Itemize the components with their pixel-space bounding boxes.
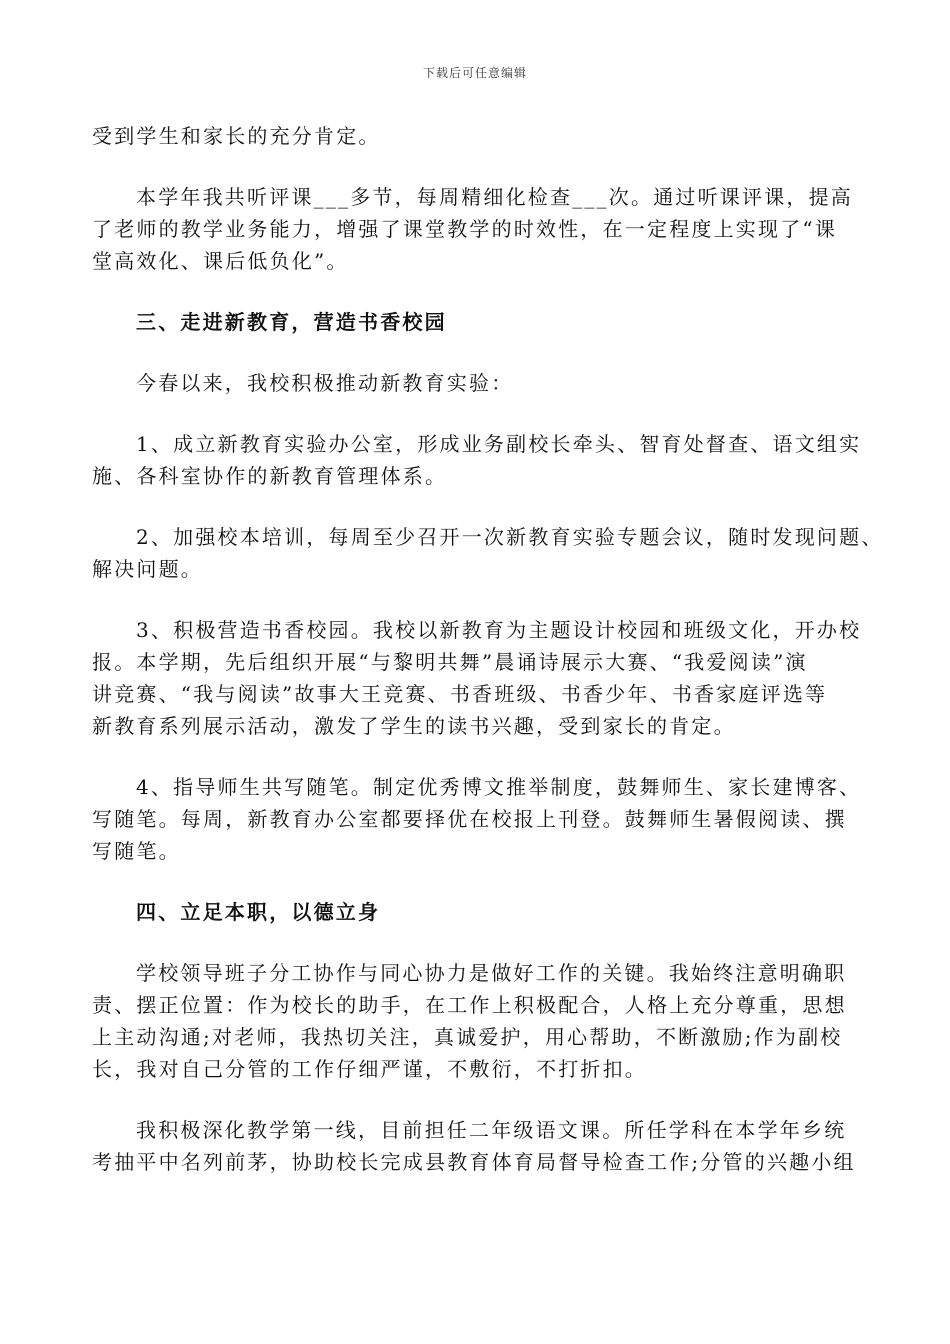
paragraph — [92, 957, 864, 1085]
document-body — [92, 120, 884, 1207]
page-header: 下载后可任意编辑 — [422, 66, 527, 80]
paragraph — [92, 614, 864, 742]
paragraph — [92, 120, 864, 152]
text-line: 我积极深化教学第一线，目前担任二年级语文课。所任学科在本学年乡统 — [136, 1118, 847, 1142]
text-line: 上主动沟通;对老师，我热切关注，真诚爱护，用心帮助，不断激励;作为副校 — [92, 1025, 843, 1049]
text-line: 报。本学期，先后组织开展“与黎明共舞”晨诵诗展示大赛、“我爱阅读”演 — [92, 650, 808, 674]
text-line: 四、立足本职，以德立身 — [136, 900, 381, 924]
paragraph — [92, 428, 864, 492]
paragraph — [92, 367, 864, 399]
text-line: 1、成立新教育实验办公室，形成业务副校长牵头、智育处督查、语文组实 — [136, 432, 862, 456]
section-heading — [92, 896, 864, 928]
text-line: 解决问题。 — [92, 557, 203, 581]
text-line: 4、指导师生共写随笔。制定优秀博文推举制度，鼓舞师生、家长建博客、 — [136, 775, 862, 799]
text-line: 长，我对自己分管的工作仔细严谨，不敷衍，不打折扣。 — [92, 1057, 647, 1081]
text-line: 讲竞赛、“我与阅读”故事大王竞赛、书香班级、书香少年、书香家庭评选等 — [92, 682, 828, 706]
text-line: 学校领导班子分工协作与同心协力是做好工作的关键。我始终注意明确职 — [136, 961, 847, 985]
paragraph — [92, 521, 884, 585]
text-line: 施、各科室协作的新教育管理体系。 — [92, 464, 448, 488]
text-line: 了老师的教学业务能力，增强了课堂教学的时效性，在一定程度上实现了“课 — [92, 217, 838, 241]
text-line: 今春以来，我校积极推动新教育实验： — [136, 371, 514, 395]
text-line: 考抽平中名列前茅，协助校长完成县教育体育局督导检查工作;分管的兴趣小组 — [92, 1150, 856, 1174]
text-line: 写随笔。 — [92, 839, 181, 863]
text-line: 新教育系列展示活动，激发了学生的读书兴趣，受到家长的肯定。 — [92, 714, 736, 738]
paragraph — [92, 1114, 864, 1178]
paragraph — [92, 771, 864, 867]
text-line: 责、摆正位置：作为校长的助手，在工作上积极配合，人格上充分尊重，思想 — [92, 993, 847, 1017]
text-line: 本学年我共听评课___多节，每周精细化检查___次。通过听课评课，提高 — [136, 185, 853, 209]
paragraph — [92, 181, 864, 277]
text-line: 堂高效化、课后低负化”。 — [92, 249, 349, 273]
text-line: 2、加强校本培训，每周至少召开一次新教育实验专题会议，随时发现问题、 — [136, 525, 884, 549]
section-heading — [92, 306, 864, 338]
text-line: 3、积极营造书香校园。我校以新教育为主题设计校园和班级文化，开办校 — [136, 618, 862, 642]
text-line: 写随笔。每周，新教育办公室都要择优在校报上刊登。鼓舞师生暑假阅读、撰 — [92, 807, 847, 831]
text-line: 受到学生和家长的充分肯定。 — [92, 124, 381, 148]
text-line: 三、走进新教育，营造书香校园 — [136, 310, 447, 334]
